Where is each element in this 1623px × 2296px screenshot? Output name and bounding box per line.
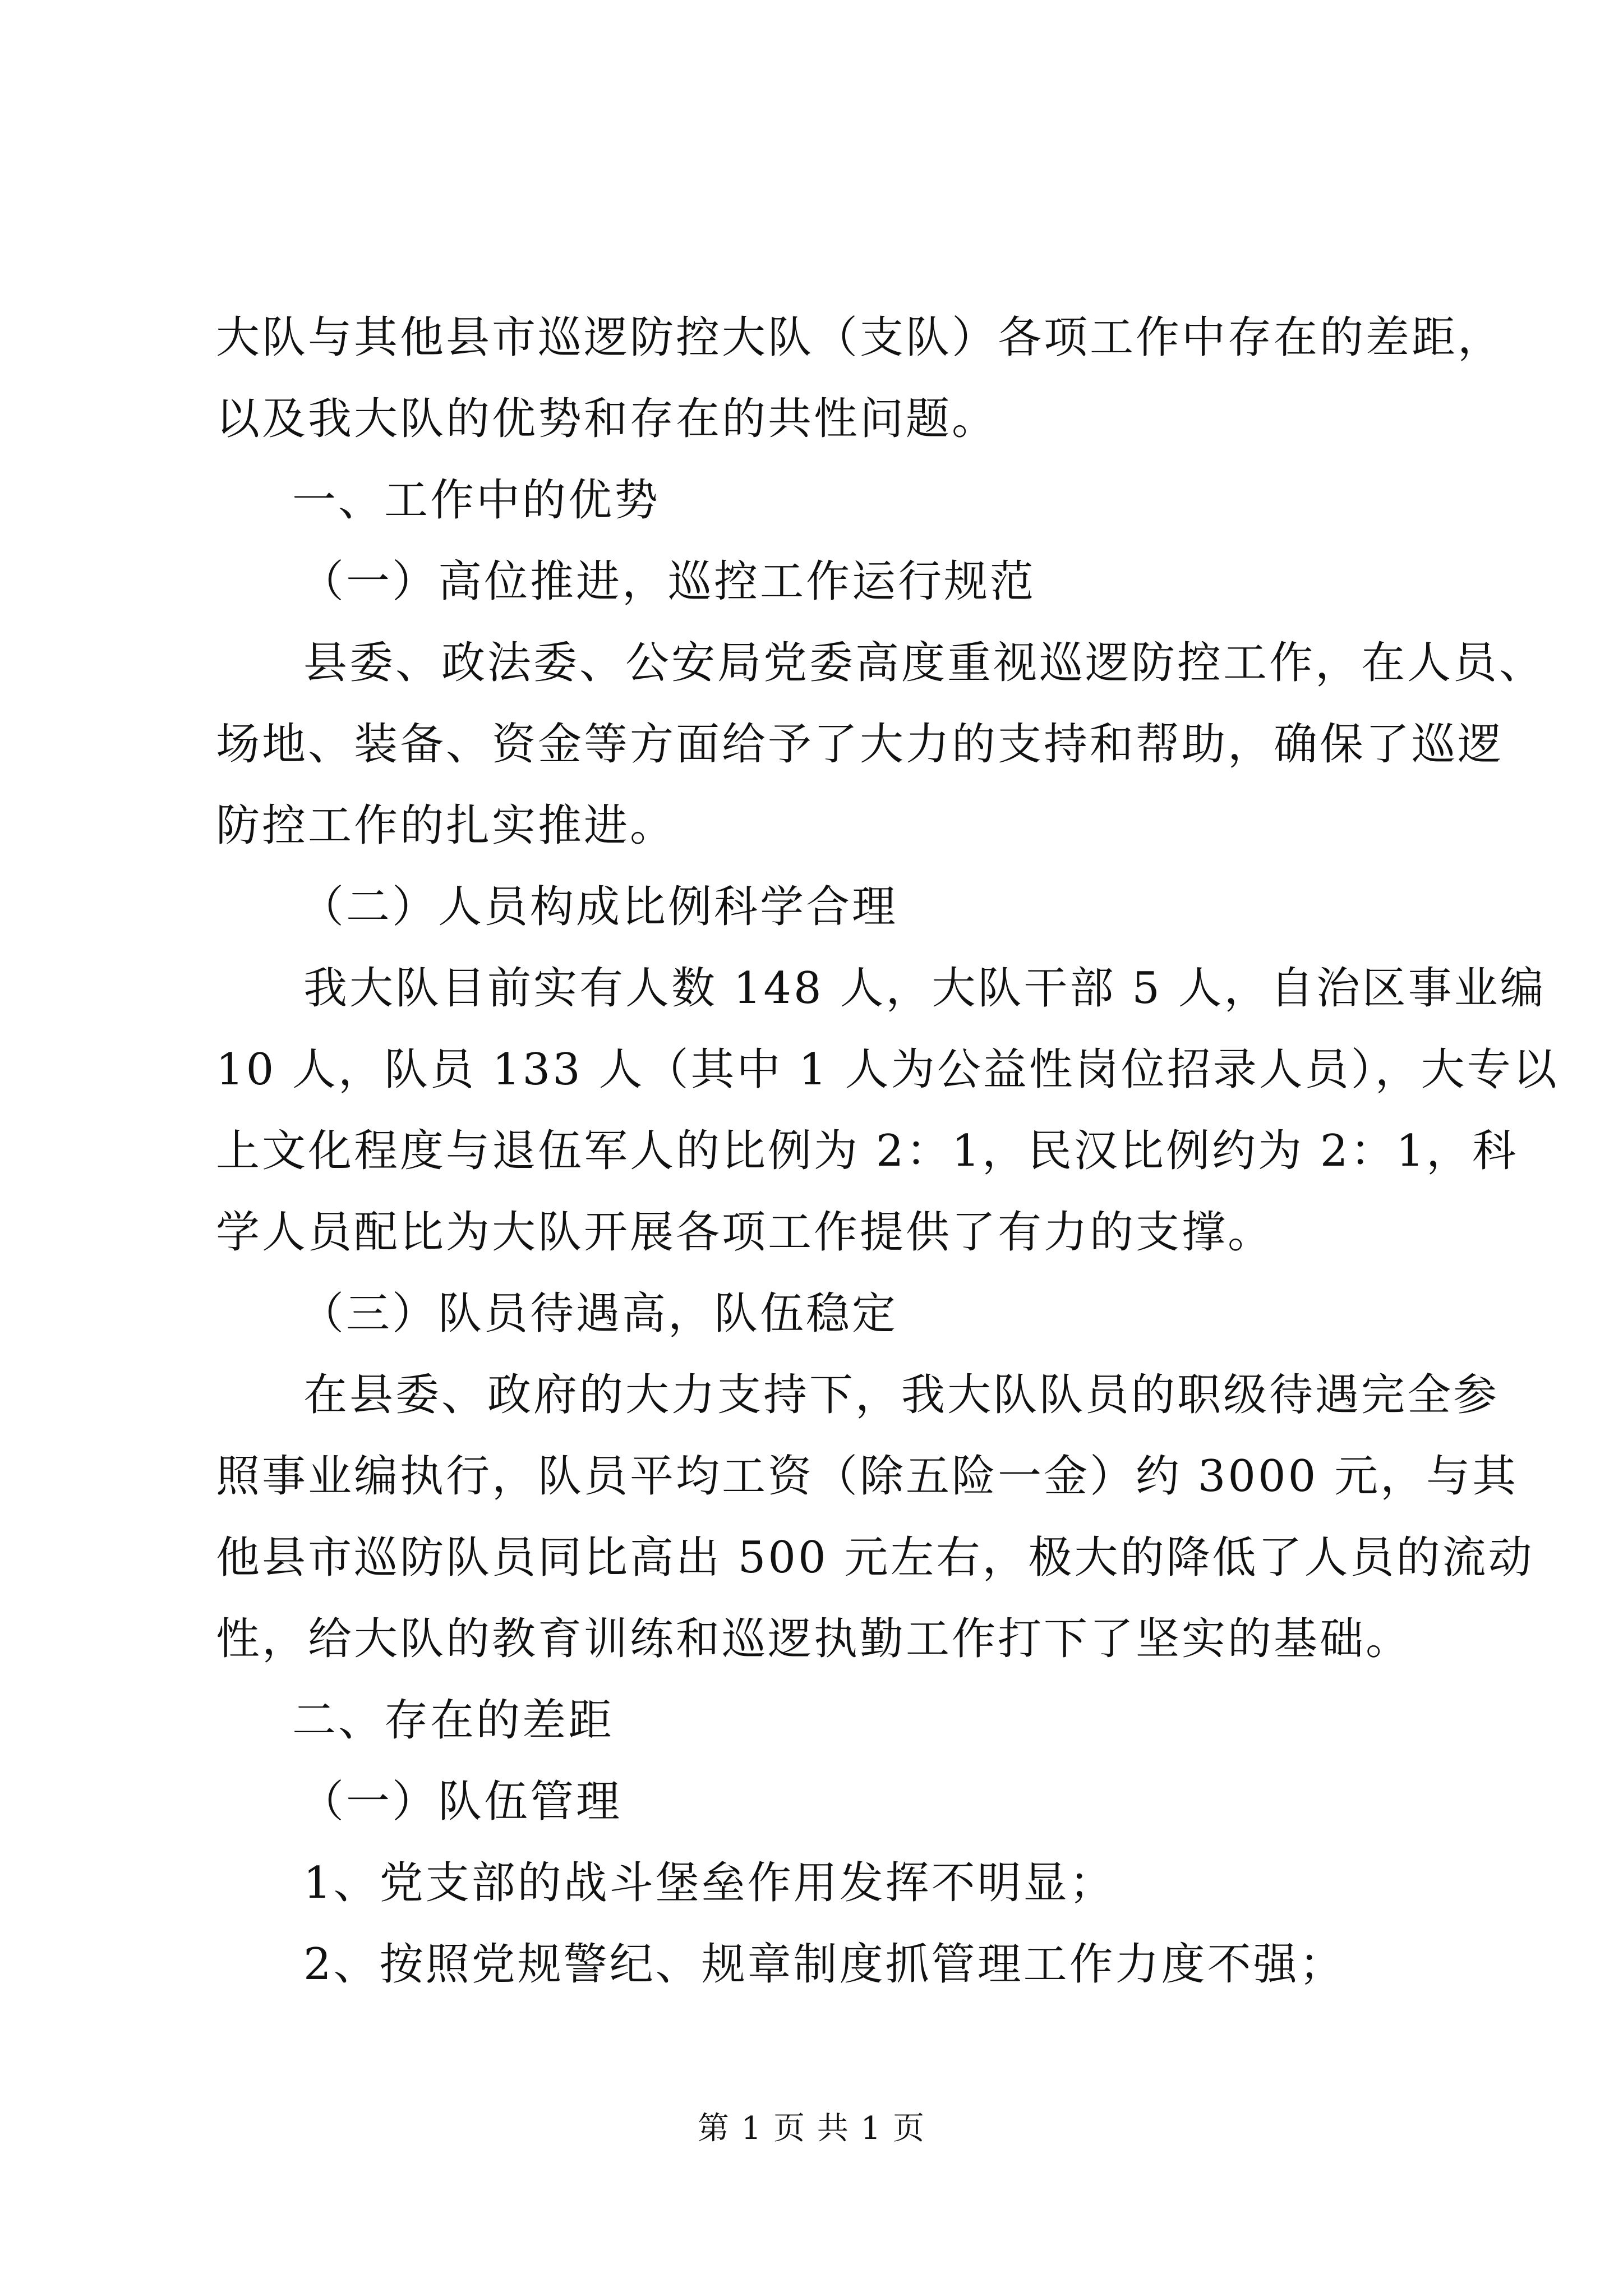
subsection-heading: （二）人员构成比例科学合理: [300, 882, 898, 932]
page-footer: [0, 2106, 1623, 2151]
page-number: 第 1 页 共 1 页: [697, 2110, 926, 2147]
document-body: [216, 297, 1559, 2005]
text-line: 性，给大队的教育训练和巡逻执勤工作打下了坚实的基础。: [216, 1614, 1412, 1664]
section-heading: 一、工作中的优势: [292, 475, 661, 526]
list-item: 2、按照党规警纪、规章制度抓管理工作力度不强；: [303, 1939, 1345, 1990]
text-line: 防控工作的扎实推进。: [216, 800, 676, 851]
subsection-heading: （一）队伍管理: [300, 1777, 623, 1827]
subsection-heading: （三）队员待遇高，队伍稳定: [300, 1289, 898, 1339]
text-line: 10 人，队员 133 人（其中 1 人为公益性岗位招录人员），大专以: [216, 1045, 1559, 1095]
text-line: 学人员配比为大队开展各项工作提供了有力的支撑。: [216, 1207, 1274, 1258]
paragraph-first-line: 县委、政法委、公安局党委高度重视巡逻防控工作，在人员、: [303, 638, 1546, 688]
paragraph-first-line: 在县委、政府的大力支持下，我大队队员的职级待遇完全参: [303, 1370, 1500, 1420]
text-line: 以及我大队的优势和存在的共性问题。: [216, 394, 998, 444]
section-heading: 二、存在的差距: [292, 1695, 615, 1746]
paragraph-first-line: 我大队目前实有人数 148 人，大队干部 5 人，自治区事业编: [303, 963, 1546, 1014]
text-line: 上文化程度与退伍军人的比例为 2：1，民汉比例约为 2：1，科: [216, 1126, 1519, 1176]
text-line: 场地、装备、资金等方面给予了大力的支持和帮助，确保了巡逻: [216, 719, 1504, 770]
text-line: 他县市巡防队员同比高出 500 元左右，极大的降低了人员的流动: [216, 1533, 1534, 1583]
text-line: 大队与其他县市巡逻防控大队（支队）各项工作中存在的差距，: [216, 312, 1504, 363]
subsection-heading: （一）高位推进，巡控工作运行规范: [300, 556, 1036, 607]
list-item: 1、党支部的战斗堡垒作用发挥不明显；: [303, 1858, 1115, 1908]
text-line: 照事业编执行，队员平均工资（除五险一金）约 3000 元，与其: [216, 1451, 1519, 1502]
